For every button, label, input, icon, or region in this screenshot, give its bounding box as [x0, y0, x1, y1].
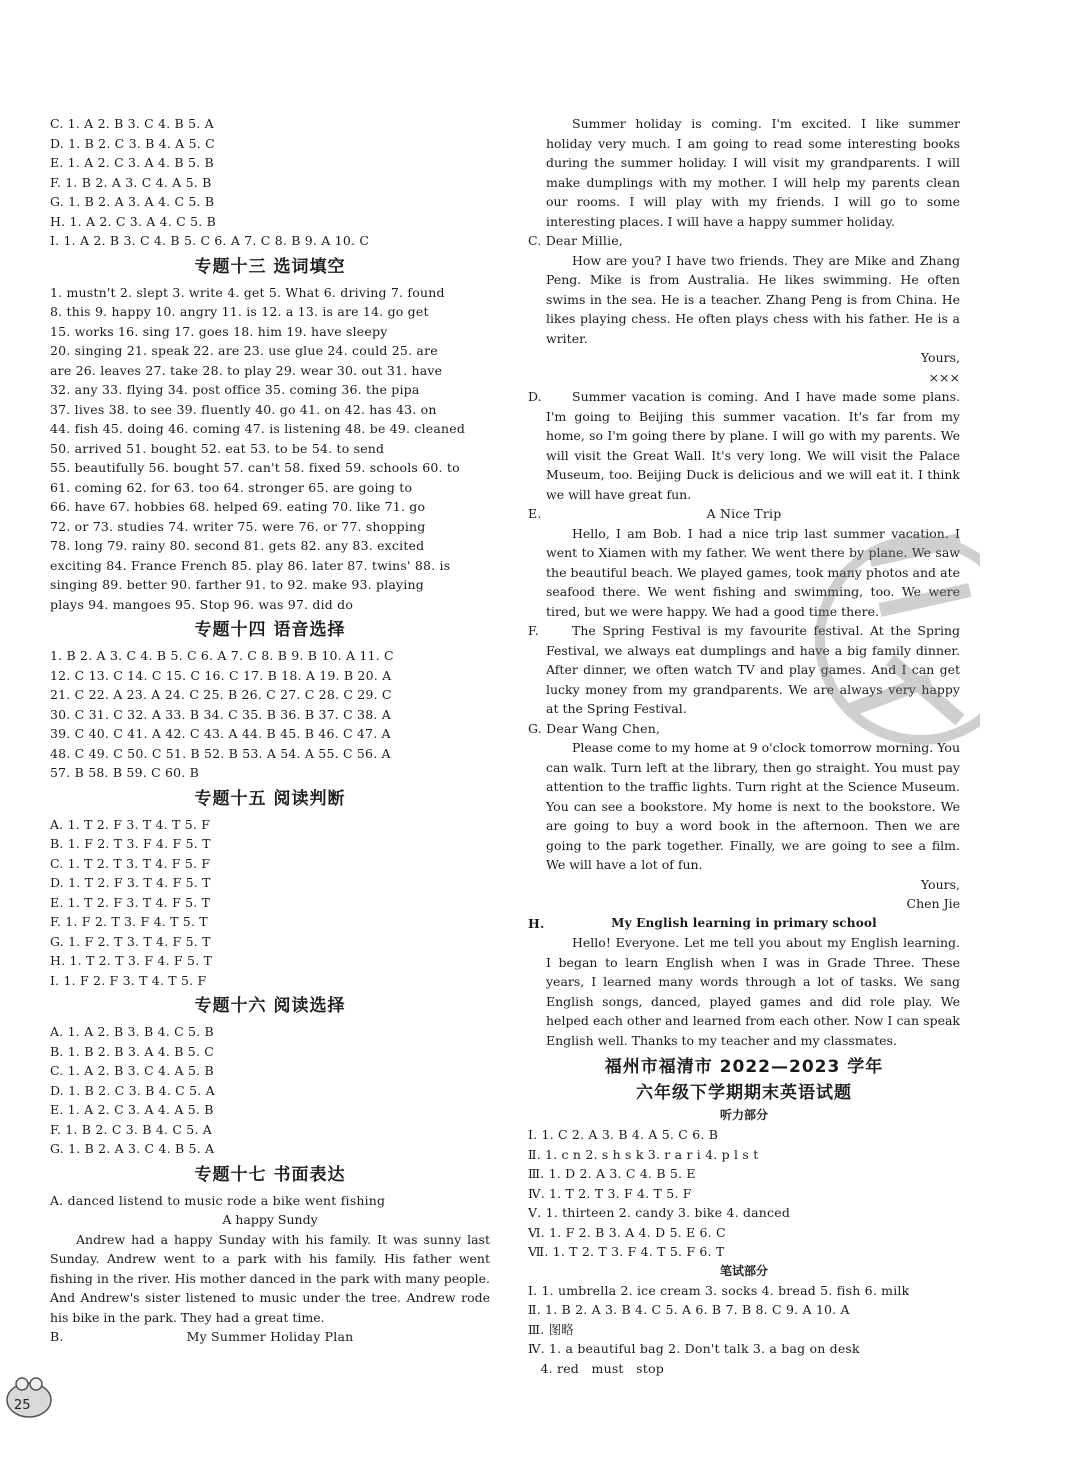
answer-line: D. 1. B 2. C 3. B 4. A 5. C: [50, 135, 215, 151]
answer-line: 12. C 13. C 14. C 15. C 16. C 17. B 18. A 19. B 20. A: [50, 667, 392, 683]
answers-top: [50, 114, 490, 251]
answer-line: D. 1. T 2. F 3. T 4. F 5. T: [50, 875, 211, 890]
exam-title-1: 福州市福清市 2022—2023 学年: [604, 1057, 884, 1077]
answer-line: 72. or 73. studies 74. writer 75. were 76. or 77. shopping: [50, 518, 426, 534]
answer-line: Ⅴ. 1. thirteen 2. candy 3. bike 4. danced: [528, 1205, 791, 1220]
f-label: F.: [528, 623, 539, 638]
e-title: A Nice Trip: [706, 506, 782, 521]
g-greeting: Dear Wang Chen,: [546, 720, 661, 736]
g-text: Please come to my home at 9 o'clock tomorrow morning. You can walk. Turn left at the library, then go straight. You must pay attention to the traffic lights. Turn right at the Science Museum. You can see a bookstore. My home is next to the bookstore. We are going to buy a word book in the afternoon. Then we are going to the park together. Finally, we are going to see a film. We will have a lot of fun.: [546, 740, 964, 872]
answer-line: Ⅶ. 1. T 2. T 3. F 4. T 5. F 6. T: [528, 1244, 725, 1259]
answer-line: C. 1. A 2. B 3. C 4. A 5. B: [50, 1063, 214, 1078]
answer-line: D. 1. B 2. C 3. B 4. C 5. A: [50, 1082, 215, 1098]
answer-line: I. 1. A 2. B 3. C 4. B 5. C 6. A 7. C 8. B 9. A 10. C: [50, 233, 370, 248]
answer-line: G. 1. B 2. A 3. A 4. C 5. B: [50, 194, 215, 209]
listening-head: 听力部分: [719, 1108, 768, 1122]
answer-line: singing 89. better 90. farther 91. to 92. make 93. playing: [50, 577, 424, 592]
c-heading: [528, 231, 960, 251]
writing-head: 笔试部分: [719, 1263, 768, 1278]
answer-line: Ⅲ. 1. D 2. A 3. C 4. B 5. E: [528, 1166, 696, 1181]
seal-watermark-icon: [810, 480, 980, 770]
d-text: Summer vacation is coming. And I have made some plans. I'm going to Beijing this summer vacation. It's far from my home, so I'm going there by plane. I will go with my parents. We will visit the Great Wall. It's very long. We will visit the Palace Museum, too. Beijing Duck is delicious and we will eat it. I think we will have great fun.: [546, 389, 964, 502]
answer-line: plays 94. mangoes 95. Stop 96. was 97. did do: [50, 596, 354, 612]
answer-line: Ⅱ. 1. c n 2. s h s k 3. r a r i 4. p l s t: [528, 1146, 759, 1162]
answer-line: B. 1. F 2. T 3. F 4. F 5. T: [50, 836, 211, 851]
answer-line: 30. C 31. C 32. A 33. B 34. C 35. B 36. B 37. C 38. A: [50, 706, 391, 722]
section-13-answers: [50, 283, 490, 615]
c-closing: Yours,: [920, 350, 960, 365]
left-column: [50, 114, 494, 1347]
answer-line: 55. beautifully 56. bought 57. can't 58. fixed 59. schools 60. to: [50, 460, 460, 475]
answer-line: E. 1. A 2. C 3. A 4. A 5. B: [50, 1102, 214, 1117]
answer-line: 44. fish 45. doing 46. coming 47. is listening 48. be 49. cleaned: [50, 421, 466, 436]
answer-line: 61. coming 62. for 63. too 64. stronger 65. are going to: [50, 479, 413, 495]
answer-line: 37. lives 38. to see 39. fluently 40. go 41. on 42. has 43. on: [50, 401, 437, 417]
section-13-title: 专题十三 选词填空: [194, 256, 346, 277]
page-number: 25: [14, 1398, 31, 1413]
c-text: How are you? I have two friends. They are Mike and Zhang Peng. Mike is from Australia. He likes swimming. He often swims in the sea. He is a teacher. Zhang Peng is from China. He likes playing chess. He often plays chess with his father. He is a writer.: [546, 252, 964, 346]
h-text: Hello! Everyone. Let me tell you about my English learning. I began to learn English when I was in Grade Three. These years, I learned many words through a lot of tasks. We sang English songs, danced, played games and did role play. We helped each other and learned from each other. Now I can speak English well. Thanks to my teacher and my classmates.: [546, 935, 964, 1048]
answer-line: 1. mustn't 2. slept 3. write 4. get 5. What 6. driving 7. found: [50, 284, 445, 300]
g-closing: Yours,: [920, 876, 960, 892]
h-title: My English learning in primary school: [611, 915, 877, 930]
answer-line: C. 1. T 2. T 3. T 4. F 5. F: [50, 855, 211, 871]
s17-a-text: Andrew had a happy Sunday with his family. It was sunny last Sunday. Andrew went to a park with his family. His father went fishing in the river. His mother danced in the park with many people. And Andrew's sister listened to music under the tree. Andrew rode his bike in the park. They had a great time.: [50, 1231, 494, 1325]
answer-line: F. 1. F 2. T 3. F 4. T 5. T: [50, 914, 208, 929]
g-sign: Chen Jie: [906, 896, 960, 911]
answer-line: E. 1. T 2. F 3. T 4. F 5. T: [50, 894, 211, 910]
answer-line: G. 1. B 2. A 3. C 4. B 5. A: [50, 1141, 215, 1156]
section-14-answers: [50, 646, 490, 783]
answer-line: 78. long 79. rainy 80. second 81. gets 82. any 83. excited: [50, 538, 425, 553]
answer-line: exciting 84. France French 85. play 86. later 87. twins' 88. is: [50, 557, 451, 573]
f-text: The Spring Festival is my favourite festival. At the Spring Festival, we always eat dumplings and have a big family dinner. After dinner, we often watch TV and play games. And I can get lucky money from my grandparents. We are always very happy at the Spring Festival.: [546, 623, 964, 716]
answer-line: Ⅰ. 1. umbrella 2. ice cream 3. socks 4. bread 5. fish 6. milk: [528, 1282, 910, 1298]
answer-line: 21. C 22. A 23. A 24. C 25. B 26. C 27. C 28. C 29. C: [50, 687, 392, 702]
answer-line: 48. C 49. C 50. C 51. B 52. B 53. A 54. A 55. C 56. A: [50, 745, 391, 761]
c-sign: ×××: [928, 369, 960, 385]
h-heading: [528, 914, 960, 934]
e-text: Hello, I am Bob. I had a nice trip last summer vacation. I went to Xiamen with my father. We went there by plane. We saw the beautiful beach. We played games, took many photos and ate seafood there. We went fishing and swimming, too. We were tired, but we were happy. We had a good time there.: [546, 525, 964, 619]
answer-line: A. 1. A 2. B 3. B 4. C 5. B: [50, 1024, 214, 1039]
section-14-title: 专题十四 语音选择: [194, 620, 346, 640]
exam-title-2: 六年级下学期期末英语试题: [636, 1083, 852, 1103]
h-label: H.: [528, 915, 545, 931]
writing-answers: [528, 1281, 960, 1379]
d-label: D.: [528, 389, 542, 404]
answer-line: H. 1. T 2. T 3. F 4. F 5. T: [50, 953, 212, 968]
s17-b-title: My Summer Holiday Plan: [186, 1329, 354, 1344]
answer-line: are 26. leaves 27. take 28. to play 29. wear 30. out 31. have: [50, 362, 443, 378]
answer-line: 20. singing 21. speak 22. are 23. use glue 24. could 25. are: [50, 343, 438, 358]
s17-b-row: [50, 1327, 490, 1347]
s17-b-label: B.: [50, 1329, 64, 1344]
answer-line: 32. any 33. flying 34. post office 35. coming 36. the pipa: [50, 382, 420, 397]
section-15-title: 专题十五 阅读判断: [194, 788, 346, 809]
answer-line: Ⅱ. 1. B 2. A 3. B 4. C 5. A 6. B 7. B 8. C 9. A 10. A: [528, 1302, 850, 1317]
answer-line: I. 1. F 2. F 3. T 4. T 5. F: [50, 972, 207, 988]
c-greeting: Dear Millie,: [545, 233, 624, 248]
section-16-title: 专题十六 阅读选择: [194, 996, 346, 1016]
answer-line: 1. B 2. A 3. C 4. B 5. C 6. A 7. C 8. B 9. B 10. A 11. C: [50, 648, 394, 663]
answer-line: Ⅰ. 1. C 2. A 3. B 4. A 5. C 6. B: [528, 1127, 719, 1142]
g-label: G.: [528, 720, 542, 736]
answer-line: Ⅳ. 1. a beautiful bag 2. Don't talk 3. a bag on desk: [528, 1341, 860, 1356]
s17-a-words: A. danced listend to music rode a bike went fishing: [50, 1192, 386, 1208]
section-17-title: 专题十七 书面表达: [194, 1164, 346, 1185]
answer-line: 8. this 9. happy 10. angry 11. is 12. a 13. is are 14. go get: [50, 304, 429, 319]
answer-line: Ⅳ. 1. T 2. T 3. F 4. T 5. F: [528, 1185, 692, 1201]
section-15-answers: [50, 815, 490, 991]
c-label: C.: [528, 233, 542, 248]
answer-line: F. 1. B 2. A 3. C 4. A 5. B: [50, 174, 212, 190]
b-text: Summer holiday is coming. I'm excited. I like summer holiday very much. I am going to read some interesting books during the summer holiday. I will visit my grandparents. I will make dumplings with my mother. I will help my parents clean our rooms. I will play with my friends. I will go to some interesting places. I will have a happy summer holiday.: [546, 116, 964, 229]
answer-line: H. 1. A 2. C 3. A 4. C 5. B: [50, 213, 217, 229]
answer-line: F. 1. B 2. C 3. B 4. C 5. A: [50, 1121, 212, 1137]
answer-line: E. 1. A 2. C 3. A 4. B 5. B: [50, 155, 214, 170]
answer-line: 57. B 58. B 59. C 60. B: [50, 765, 200, 780]
answer-line: G. 1. F 2. T 3. T 4. F 5. T: [50, 933, 211, 949]
answer-line: C. 1. A 2. B 3. C 4. B 5. A: [50, 116, 214, 131]
answer-line: Ⅵ. 1. F 2. B 3. A 4. D 5. E 6. C: [528, 1224, 726, 1240]
answer-line: A. 1. T 2. F 3. T 4. T 5. F: [50, 816, 211, 832]
answer-line: 15. works 16. sing 17. goes 18. him 19. have sleepy: [50, 323, 388, 339]
answer-line: 66. have 67. hobbies 68. helped 69. eating 70. like 71. go: [50, 499, 426, 514]
answer-line: Ⅲ. 图略: [528, 1321, 575, 1337]
answer-line: B. 1. B 2. B 3. A 4. B 5. C: [50, 1043, 215, 1059]
answer-line: 39. C 40. C 41. A 42. C 43. A 44. B 45. B 46. C 47. A: [50, 726, 391, 741]
s17-a-title: A happy Sundy: [222, 1212, 318, 1227]
e-label: E.: [528, 506, 542, 521]
answer-line: 50. arrived 51. bought 52. eat 53. to be 54. to send: [50, 440, 385, 456]
section-16-answers: [50, 1022, 490, 1159]
listening-answers: [528, 1125, 960, 1262]
answer-line: 4. red must stop: [528, 1360, 664, 1376]
